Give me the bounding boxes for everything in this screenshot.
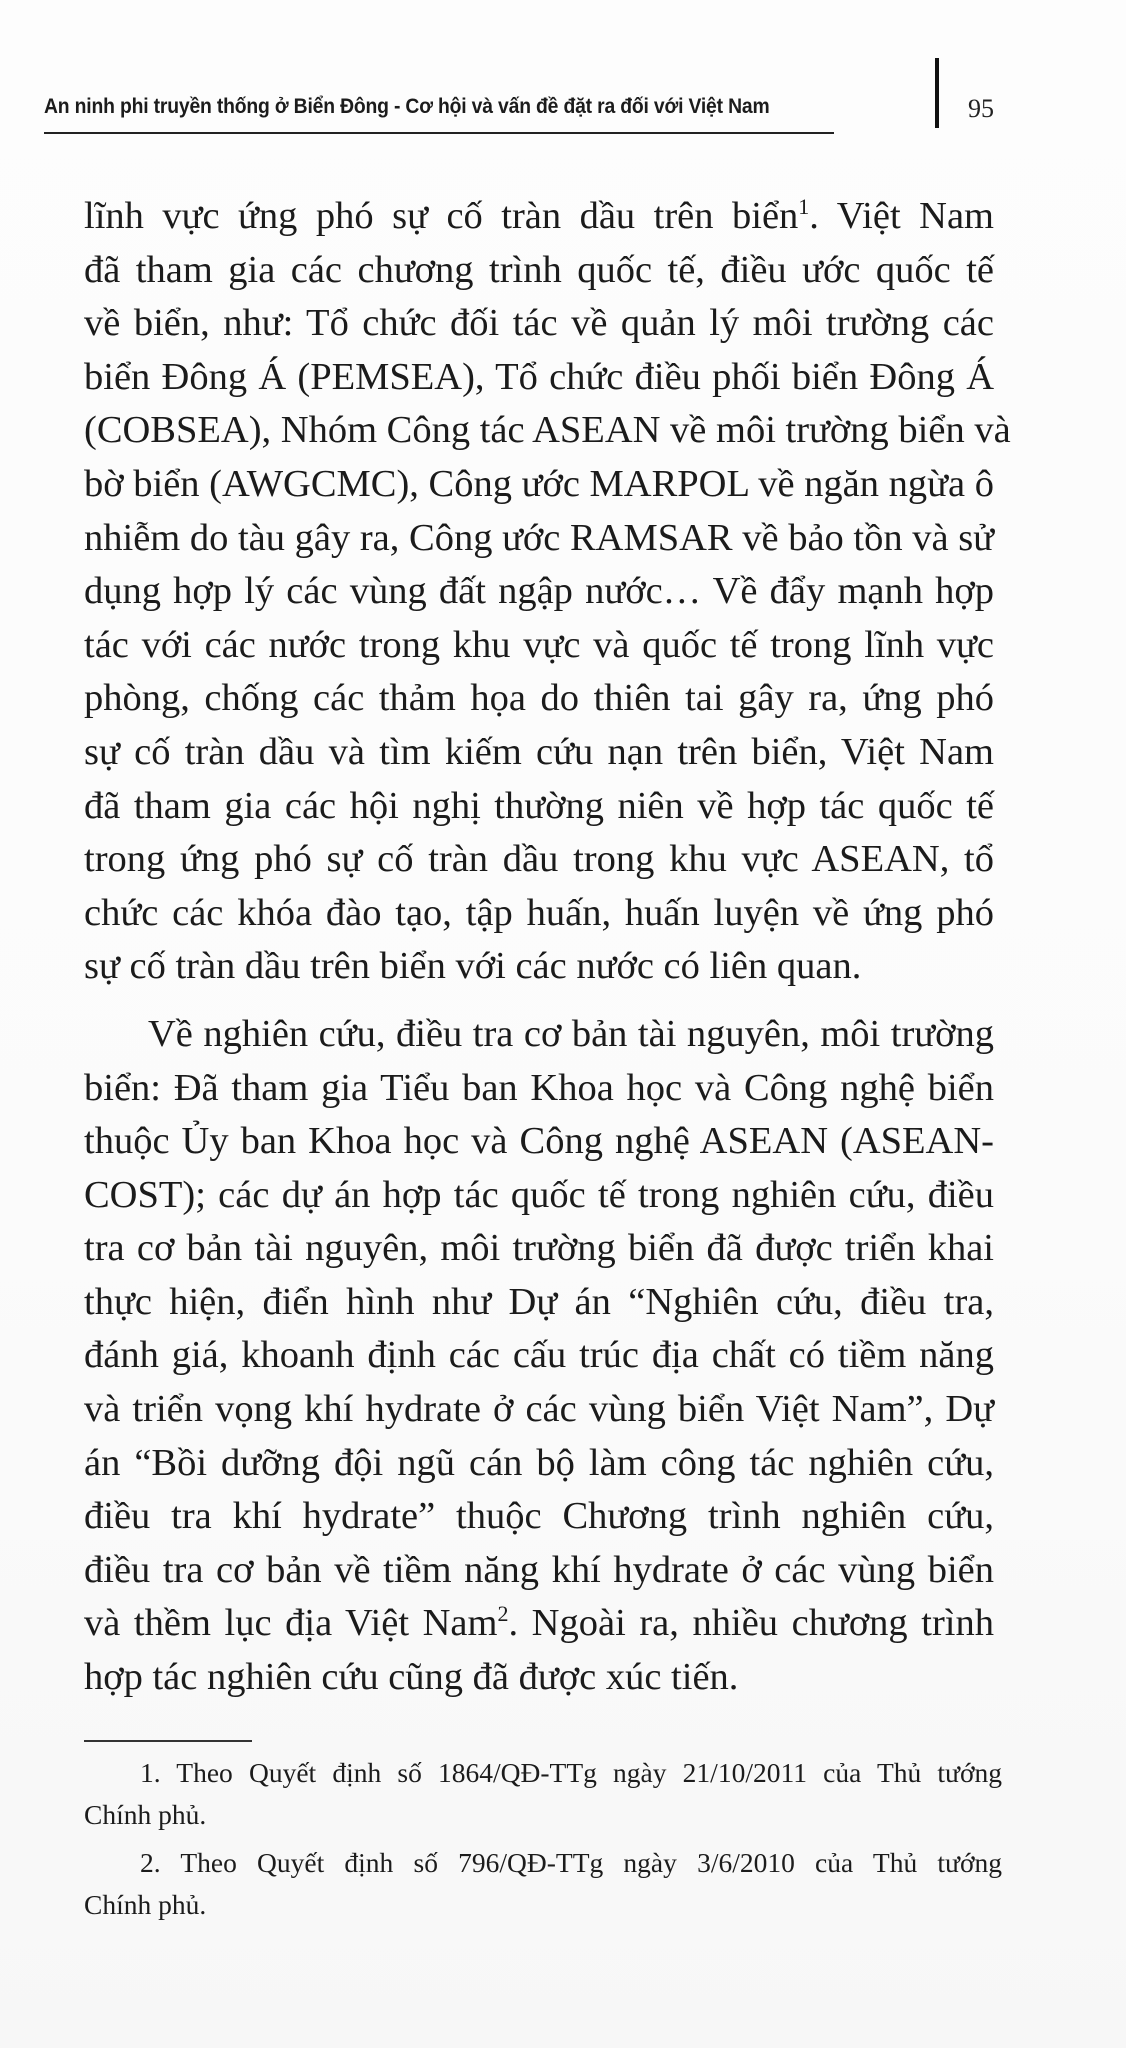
running-title: An ninh phi truyền thống ở Biển Đông - Cơ hội và vấn đề đặt ra đối với Việt Nam (44, 94, 770, 118)
text-line: đã tham gia các chương trình quốc tế, điều ước quốc tế (84, 248, 994, 291)
text-fragment: . Việt Nam (809, 195, 994, 237)
paragraph-2 (84, 1008, 994, 1705)
text-line: (COBSEA), Nhóm Công tác ASEAN về môi trường biển và (84, 409, 1011, 452)
text-line: dụng hợp lý các vùng đất ngập nước… Về đẩy mạnh hợp (84, 570, 994, 613)
text-line: sự cố tràn dầu trên biển với các nước có liên quan. (84, 945, 862, 988)
page-number: 95 (968, 94, 994, 123)
text-line: bờ biển (AWGCMC), Công ước MARPOL về ngăn ngừa ô (84, 462, 994, 505)
running-header (44, 88, 844, 128)
footnote-2: 2. Theo Quyết định số 796/QĐ-TTg ngày 3/6/2010 của Thủ tướng (140, 1847, 1002, 1878)
header-divider (935, 58, 939, 128)
text-line: biển Đông Á (PEMSEA), Tổ chức điều phối biển Đông Á (84, 355, 994, 398)
text-line: thực hiện, điển hình như Dự án “Nghiên cứu, điều tra, (84, 1280, 994, 1323)
text-line: thuộc Ủy ban Khoa học và Công nghệ ASEAN (ASEAN- (84, 1120, 994, 1163)
text-line: sự cố tràn dầu và tìm kiếm cứu nạn trên biển, Việt Nam (84, 730, 994, 773)
footnote-1-continuation: Chính phủ. (84, 1799, 207, 1830)
text-line: biển: Đã tham gia Tiểu ban Khoa học và Công nghệ biển (84, 1066, 994, 1109)
text-line (84, 1597, 994, 1651)
text-fragment: . Ngoài ra, nhiều chương trình (508, 1602, 994, 1645)
paragraph-1 (84, 190, 1011, 994)
text-fragment: lĩnh vực ứng phó sự cố tràn dầu trên biển (84, 195, 799, 237)
footnote-rule (84, 1740, 252, 1742)
text-line: chức các khóa đào tạo, tập huấn, huấn luyện về ứng phó (84, 891, 994, 934)
text-line: COST); các dự án hợp tác quốc tế trong nghiên cứu, điều (84, 1173, 994, 1216)
text-line: đã tham gia các hội nghị thường niên về hợp tác quốc tế (84, 784, 994, 827)
text-line: điều tra cơ bản về tiềm năng khí hydrate ở các vùng biển (84, 1548, 994, 1591)
footnote-ref-2: 2 (497, 1601, 509, 1627)
header-rule (44, 132, 834, 134)
text-line: nhiễm do tàu gây ra, Công ước RAMSAR về bảo tồn và sử (84, 516, 995, 559)
paragraph-gap (84, 994, 994, 1008)
footnote-ref-1: 1 (798, 194, 810, 220)
text-line: Về nghiên cứu, điều tra cơ bản tài nguyên, môi trường (148, 1012, 994, 1055)
body-text (84, 190, 1011, 1705)
text-fragment: và thềm lục địa Việt Nam (84, 1602, 498, 1645)
footnote-1: 1. Theo Quyết định số 1864/QĐ-TTg ngày 21/10/2011 của Thủ tướng (140, 1757, 1002, 1788)
text-line: tra cơ bản tài nguyên, môi trường biển đã được triển khai (84, 1227, 994, 1270)
text-line: điều tra khí hydrate” thuộc Chương trình nghiên cứu, (84, 1495, 994, 1538)
text-line (84, 190, 994, 244)
text-line: và triển vọng khí hydrate ở các vùng biển Việt Nam”, Dự (84, 1388, 994, 1431)
text-line: án “Bồi dưỡng đội ngũ cán bộ làm công tác nghiên cứu, (84, 1441, 994, 1484)
footnotes (84, 1752, 1002, 1926)
text-line: trong ứng phó sự cố tràn dầu trong khu vực ASEAN, tổ (84, 838, 994, 881)
text-line: hợp tác nghiên cứu cũng đã được xúc tiến. (84, 1656, 739, 1699)
text-line: tác với các nước trong khu vực và quốc tế trong lĩnh vực (84, 623, 994, 666)
text-line: phòng, chống các thảm họa do thiên tai gây ra, ứng phó (84, 677, 994, 720)
text-line: về biển, như: Tổ chức đối tác về quản lý môi trường các (84, 302, 994, 345)
footnote-2-continuation: Chính phủ. (84, 1889, 207, 1920)
text-line: đánh giá, khoanh định các cấu trúc địa chất có tiềm năng (84, 1334, 994, 1377)
